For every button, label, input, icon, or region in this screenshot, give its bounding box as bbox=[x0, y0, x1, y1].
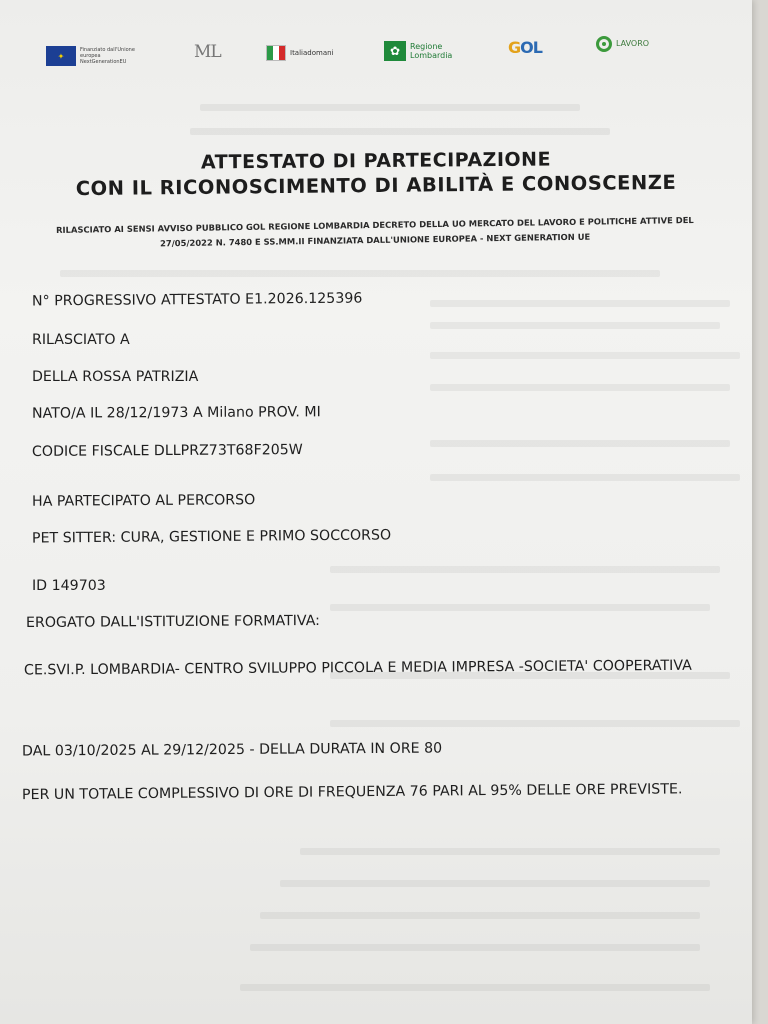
lombardia-logo: ✿ Regione Lombardia bbox=[384, 41, 466, 61]
recipient-name: DELLA ROSSA PATRIZIA bbox=[32, 369, 199, 385]
lombardia-rose-icon: ✿ bbox=[384, 41, 406, 61]
title-line-1: ATTESTATO DI PARTECIPAZIONE bbox=[200, 148, 552, 174]
progressive-number: N° PROGRESSIVO ATTESTATO E1.2026.125396 bbox=[31, 290, 363, 310]
eu-flag-icon: ✦ bbox=[46, 46, 76, 66]
provider-label: EROGATO DALL'ISTITUZIONE FORMATIVA: bbox=[25, 612, 320, 632]
lavoro-logo: LAVORO bbox=[596, 36, 649, 52]
birth-info: NATO/A IL 28/12/1973 A Milano PROV. MI bbox=[31, 404, 321, 422]
gol-logo bbox=[508, 38, 542, 57]
issued-to-label: RILASCIATO A bbox=[32, 332, 130, 348]
italiadomani-logo: Italiadomani bbox=[266, 45, 334, 61]
course-period: DAL 03/10/2025 AL 29/12/2025 - DELLA DURATA IN ORE 80 bbox=[21, 740, 443, 760]
provider-name: CE.SVI.P. LOMBARDIA- CENTRO SVILUPPO PICCOLA E MEDIA IMPRESA -SOCIETA' COOPERATIVA bbox=[23, 657, 692, 679]
italian-flag-icon bbox=[266, 45, 286, 61]
attendance-summary: PER UN TOTALE COMPLESSIVO DI ORE DI FREQUENZA 76 PARI AL 95% DELLE ORE PREVISTE. bbox=[21, 781, 683, 804]
ml-logo: ML bbox=[194, 42, 221, 62]
course-name: PET SITTER: CURA, GESTIONE E PRIMO SOCCORSO bbox=[31, 527, 392, 547]
lavoro-ring-icon bbox=[596, 36, 612, 52]
gol-mark: GOL bbox=[508, 38, 542, 57]
participated-label: HA PARTECIPATO AL PERCORSO bbox=[31, 492, 256, 510]
logo-strip bbox=[44, 34, 684, 74]
fiscal-code: CODICE FISCALE DLLPRZ73T68F205W bbox=[31, 442, 303, 460]
legal-reference: RILASCIATO AI SENSI AVVISO PUBBLICO GOL REGIONE LOMBARDIA DECRETO DELLA UO MERCATO DEL LAVORO E POLITICHE ATTIVE DEL 27/05/2022 N. 7480 E SS.MM.II FINANZIATA DALL'UNIONE EUROPEA - NEXT GENERATION UE bbox=[55, 214, 694, 249]
title-line-2: CON IL RICONOSCIMENTO DI ABILITÀ E CONOSCENZE bbox=[75, 170, 677, 201]
course-id: ID 149703 bbox=[32, 578, 106, 594]
eu-logo: ✦ Finanziato dall'Unione europea NextGenerationEU bbox=[46, 46, 142, 66]
